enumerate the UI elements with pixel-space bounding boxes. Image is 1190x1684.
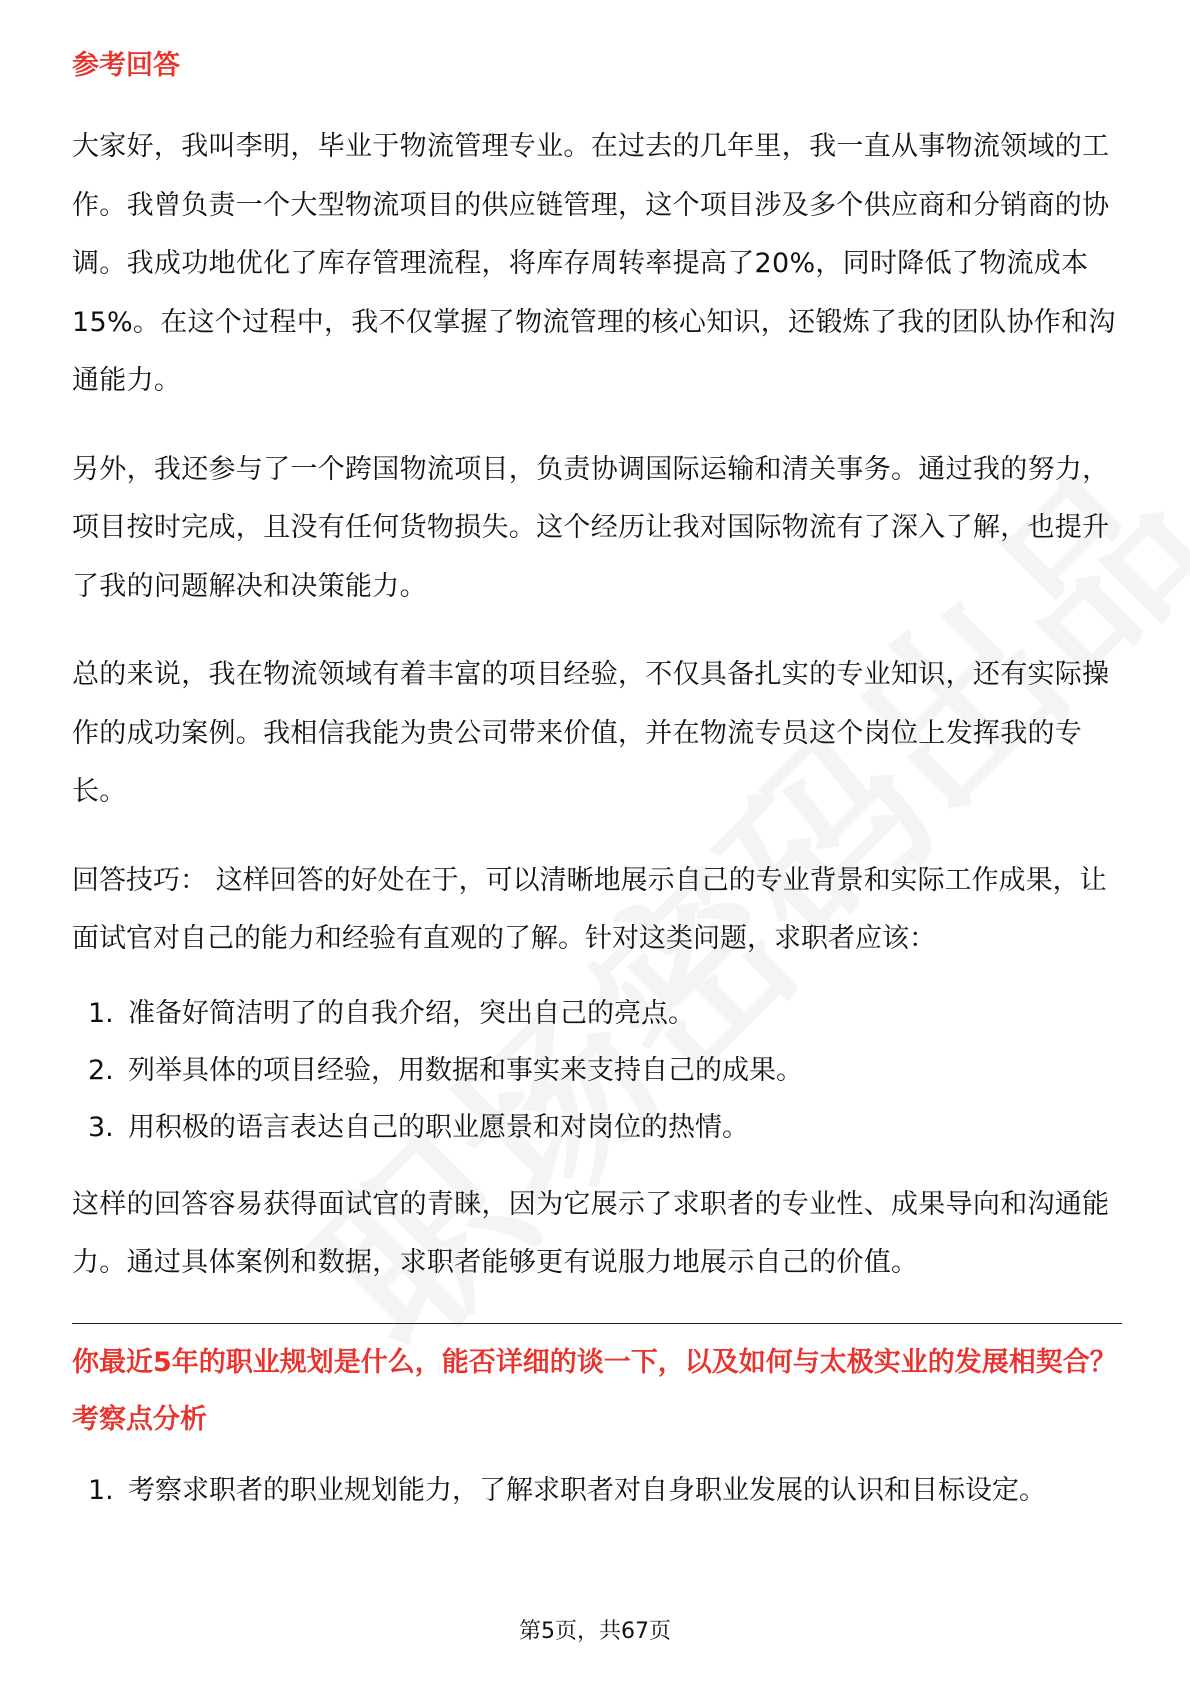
next-question: 你最近5年的职业规划是什么，能否详细的谈一下，以及如何与太极实业的发展相契合？: [72, 1346, 1117, 1378]
answer-paragraph-3: 总的来说，我在物流领域有着丰富的项目经验，不仅具备扎实的专业知识，还有实际操作的成功案例。我相信我能为贵公司带来价值，并在物流专员这个岗位上发挥我的专长。: [72, 659, 1110, 807]
answer-heading: 参考回答: [72, 50, 180, 81]
analysis-heading: 考察点分析: [72, 1403, 207, 1435]
list-text: 用积极的语言表达自己的职业愿景和对岗位的热情。: [128, 1111, 749, 1143]
answer-paragraph-1: 大家好，我叫李明，毕业于物流管理专业。在过去的几年里，我一直从事物流领域的工作。我曾负责一个大型物流项目的供应链管理，这个项目涉及多个供应商和分销商的协调。我成功地优化了库存管理流程，将库存周转率提高了20%，同时降低了物流成本15%。在这个过程中，我不仅掌握了物流管理的核心知识，还锻炼了我的团队协作和沟通能力。: [72, 131, 1116, 396]
list-number: 1.: [88, 997, 114, 1029]
list-text: 准备好简洁明了的自我介绍，突出自己的亮点。: [128, 997, 695, 1029]
conclusion-paragraph: 这样的回答容易获得面试官的青睐，因为它展示了求职者的专业性、成果导向和沟通能力。通过具体案例和数据，求职者能够更有说服力地展示自己的价值。: [72, 1188, 1110, 1278]
list-item: [72, 1042, 1122, 1099]
tips-list: [72, 985, 1122, 1156]
list-number: 2.: [88, 1054, 114, 1086]
list-item: [72, 1462, 1122, 1519]
list-item: [72, 1099, 1122, 1156]
section-divider: [72, 1323, 1122, 1324]
list-number: 1.: [88, 1474, 114, 1506]
list-number: 3.: [88, 1111, 114, 1143]
list-item: [72, 985, 1122, 1042]
list-text: 考察求职者的职业规划能力，了解求职者对自身职业发展的认识和目标设定。: [128, 1474, 1046, 1506]
analysis-list: [72, 1462, 1122, 1519]
page-footer: 第5页，共67页: [519, 1619, 671, 1644]
list-text: 列举具体的项目经验，用数据和事实来支持自己的成果。: [128, 1054, 803, 1086]
answer-paragraph-2: 另外，我还参与了一个跨国物流项目，负责协调国际运输和清关事务。通过我的努力，项目按时完成，且没有任何货物损失。这个经历让我对国际物流有了深入了解，也提升了我的问题解决和决策能力。: [72, 453, 1110, 602]
page-content: [72, 46, 1122, 1539]
answer-tip: 回答技巧： 这样回答的好处在于，可以清晰地展示自己的专业背景和实际工作成果，让面试官对自己的能力和经验有直观的了解。针对这类问题，求职者应该：: [72, 864, 1107, 954]
